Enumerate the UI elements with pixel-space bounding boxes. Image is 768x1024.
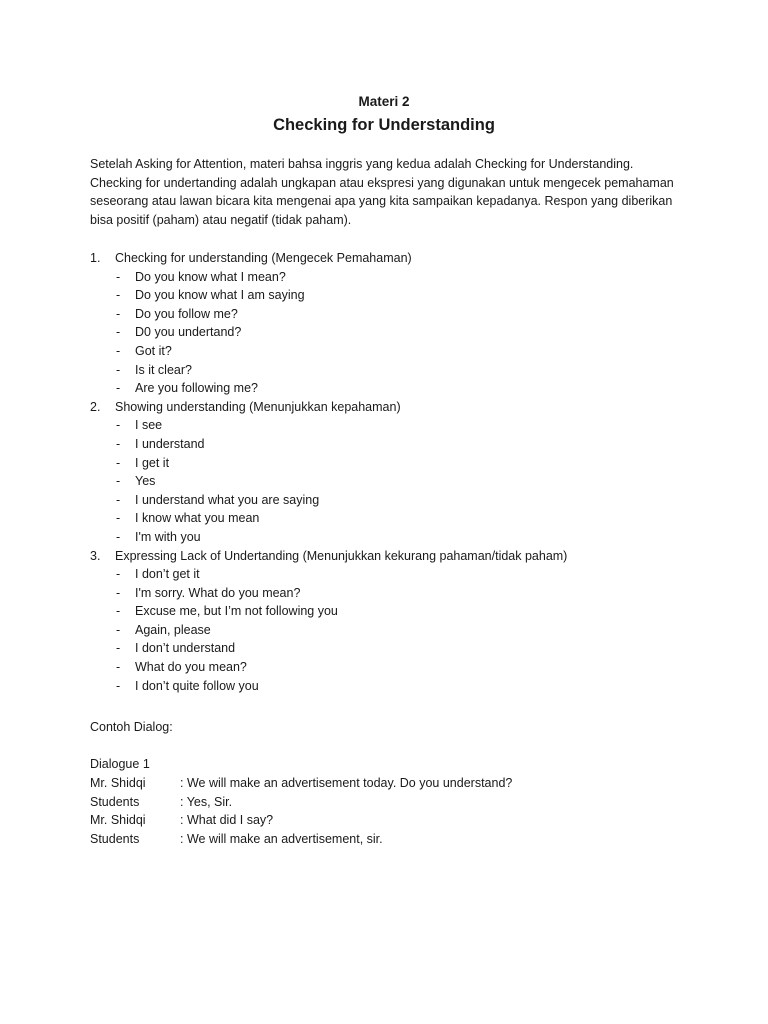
bullet-dash: -: [116, 288, 121, 303]
list-item: - I'm sorry. What do you mean?: [90, 584, 690, 603]
bullet-dash: -: [116, 622, 121, 637]
dialogue-text: : What did I say?: [180, 813, 274, 828]
bullet-dash: -: [116, 381, 121, 396]
dialogue-speaker: Students: [90, 831, 140, 846]
section-heading: [90, 547, 690, 566]
bullet-dash: -: [116, 585, 121, 600]
bullet-dash: -: [116, 418, 121, 433]
list-item: - I'm with you: [90, 528, 690, 547]
bullet-dash: -: [116, 325, 121, 340]
list-item: - I don’t understand: [90, 639, 690, 658]
list-item: - Do you follow me?: [90, 305, 690, 324]
list-item: - I know what you mean: [90, 509, 690, 528]
bullet-dash: -: [116, 436, 121, 451]
bullet-dash: -: [116, 604, 121, 619]
list-item: - Do you know what I mean?: [90, 268, 690, 287]
bullet-dash: -: [116, 306, 121, 321]
expression-list: [90, 565, 690, 695]
dialogue-text: : We will make an advertisement, sir.: [180, 831, 383, 846]
examples-heading: Contoh Dialog:: [90, 720, 173, 734]
list-item: - I understand what you are saying: [90, 491, 690, 510]
list-item: - D0 you undertand?: [90, 323, 690, 342]
bullet-dash: -: [116, 455, 121, 470]
dialogue-row: [90, 830, 690, 849]
bullet-dash: -: [116, 567, 121, 582]
bullet-dash: -: [116, 660, 121, 675]
dialogue-title: Dialogue 1: [90, 757, 150, 771]
section-title: Checking for understanding (Mengecek Pemahaman): [115, 251, 412, 265]
list-item: - Is it clear?: [90, 361, 690, 380]
list-item: - Yes: [90, 472, 690, 491]
dialogue-row: [90, 793, 690, 812]
bullet-dash: -: [116, 529, 121, 544]
section-title: Expressing Lack of Undertanding (Menunjukkan kekurang pahaman/tidak paham): [115, 548, 568, 563]
list-item: - Do you know what I am saying: [90, 286, 690, 305]
dialogue-row: [90, 811, 690, 830]
list-item: - I get it: [90, 454, 690, 473]
list-item: - Again, please: [90, 621, 690, 640]
page-title: Checking for Understanding: [273, 116, 495, 134]
list-item: - What do you mean?: [90, 658, 690, 677]
section-heading: [90, 249, 690, 268]
bullet-dash: -: [116, 343, 121, 358]
list-item: - Got it?: [90, 342, 690, 361]
bullet-dash: -: [116, 511, 121, 526]
bullet-dash: -: [116, 492, 121, 507]
bullet-dash: -: [116, 362, 121, 377]
section-showing: [90, 398, 690, 547]
expression-list: [90, 268, 690, 398]
list-item: - I understand: [90, 435, 690, 454]
section-number: 1.: [90, 251, 101, 265]
list-item: - Excuse me, but I’m not following you: [90, 602, 690, 621]
dialogue-lines: [90, 774, 690, 848]
section-number: 2.: [90, 399, 101, 414]
bullet-dash: -: [116, 474, 121, 489]
list-item: - I don’t quite follow you: [90, 677, 690, 696]
expression-list: [90, 416, 690, 546]
dialogue-row: [90, 774, 690, 793]
intro-paragraph: [90, 155, 680, 229]
section-number: 3.: [90, 548, 101, 563]
dialogue-speaker: Mr. Shidqi: [90, 813, 146, 828]
bullet-dash: -: [116, 678, 121, 693]
section-checking: [90, 249, 690, 398]
intro-line: Checking for undertanding adalah ungkapan atau ekspresi yang digunakan untuk mengecek pemahaman: [90, 175, 674, 190]
intro-line: bisa positif (paham) atau negatif (tidak paham).: [90, 212, 352, 227]
list-item: - I don’t get it: [90, 565, 690, 584]
list-item: - I see: [90, 416, 690, 435]
expression-sections: [90, 249, 690, 695]
section-heading: [90, 398, 690, 417]
dialogue-speaker: Students: [90, 794, 140, 809]
intro-line: Setelah Asking for Attention, materi bahsa inggris yang kedua adalah Checking for Understanding.: [90, 157, 634, 171]
list-item: - Are you following me?: [90, 379, 690, 398]
section-lack: [90, 547, 690, 696]
dialogue-text: : Yes, Sir.: [180, 794, 233, 809]
bullet-dash: -: [116, 269, 121, 284]
bullet-dash: -: [116, 641, 121, 656]
intro-line: seseorang atau lawan bicara kita mengenai apa yang kita sampaikan kepadanya. Respon yang diberikan: [90, 194, 673, 209]
materi-label: Materi 2: [358, 94, 410, 109]
dialogue-text: : We will make an advertisement today. Do you understand?: [180, 776, 513, 790]
dialogue-speaker: Mr. Shidqi: [90, 776, 146, 790]
section-title: Showing understanding (Menunjukkan kepahaman): [115, 399, 401, 414]
